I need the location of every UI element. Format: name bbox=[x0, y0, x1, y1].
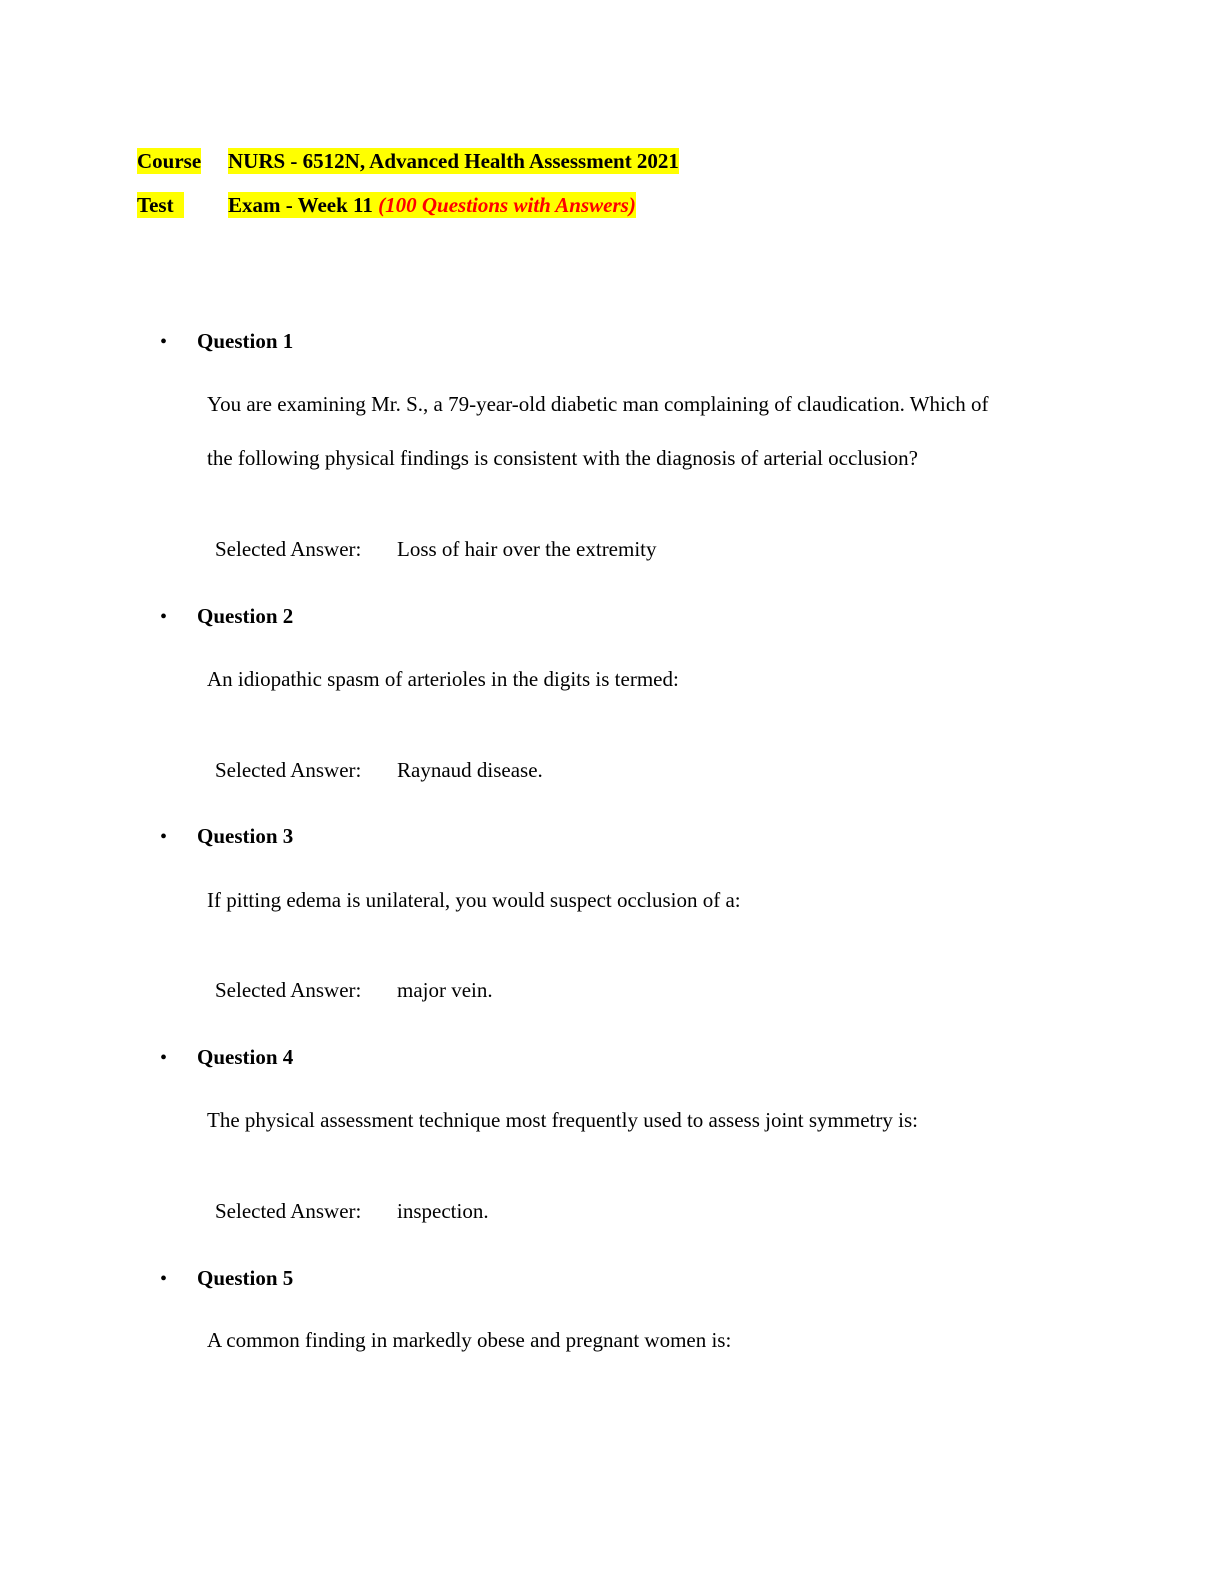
question-text-line: You are examining Mr. S., a 79-year-old diabetic man complaining of claudication. Which of bbox=[207, 392, 989, 416]
selected-answer-label: Selected Answer: bbox=[215, 1199, 362, 1223]
bullet-icon: • bbox=[160, 826, 168, 848]
bullet-icon: • bbox=[160, 1268, 168, 1290]
question-text-line: A common finding in markedly obese and pregnant women is: bbox=[207, 1328, 732, 1352]
selected-answer-row bbox=[215, 977, 493, 1003]
selected-answer-label: Selected Answer: bbox=[215, 537, 362, 561]
question-text bbox=[207, 377, 1107, 485]
selected-answer-value: major vein. bbox=[397, 978, 493, 1002]
question-text bbox=[207, 1093, 1107, 1147]
question-title: Question 5 bbox=[197, 1266, 294, 1290]
question-text-line: An idiopathic spasm of arterioles in the digits is termed: bbox=[207, 667, 679, 691]
test-name: Exam - Week 11 bbox=[228, 193, 373, 217]
selected-answer-value: Raynaud disease. bbox=[397, 758, 543, 782]
question-text bbox=[207, 1313, 1107, 1367]
question-title: Question 3 bbox=[197, 824, 294, 848]
bullet-icon: • bbox=[160, 606, 168, 628]
selected-answer-row bbox=[215, 757, 543, 783]
question-title: Question 4 bbox=[197, 1045, 294, 1069]
selected-answer-value: Loss of hair over the extremity bbox=[397, 537, 657, 561]
bullet-icon: • bbox=[160, 1047, 168, 1069]
test-note: (100 Questions with Answers) bbox=[378, 193, 636, 217]
selected-answer-value: inspection. bbox=[397, 1199, 489, 1223]
question-text-line: If pitting edema is unilateral, you would suspect occlusion of a: bbox=[207, 888, 741, 912]
question-text bbox=[207, 873, 1107, 927]
course-value: NURS - 6512N, Advanced Health Assessment 2021 bbox=[228, 149, 679, 173]
question-title: Question 1 bbox=[197, 329, 294, 353]
course-label: Course bbox=[137, 149, 202, 173]
question-text-line: The physical assessment technique most frequently used to assess joint symmetry is: bbox=[207, 1108, 918, 1132]
selected-answer-label: Selected Answer: bbox=[215, 978, 362, 1002]
selected-answer-row bbox=[215, 536, 657, 562]
selected-answer-label: Selected Answer: bbox=[215, 758, 362, 782]
bullet-icon: • bbox=[160, 331, 168, 353]
question-text-line: the following physical findings is consistent with the diagnosis of arterial occlusion? bbox=[207, 446, 918, 470]
question-text bbox=[207, 652, 1107, 706]
selected-answer-row bbox=[215, 1198, 489, 1224]
test-label: Test bbox=[137, 192, 184, 218]
question-title: Question 2 bbox=[197, 604, 294, 628]
test-value bbox=[228, 192, 636, 218]
